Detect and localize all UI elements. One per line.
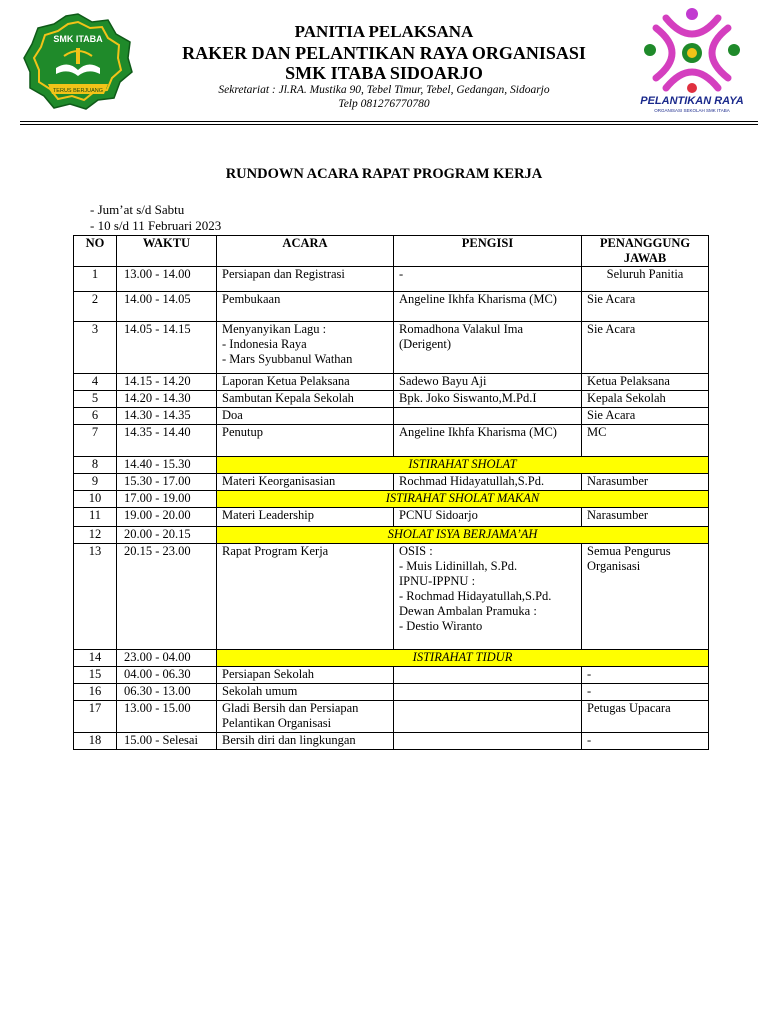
- pengisi-line: - Destio Wiranto: [399, 619, 483, 633]
- cell-no: 16: [74, 684, 117, 701]
- table-row: [74, 684, 709, 701]
- cell-pj: Sie Acara: [582, 408, 709, 425]
- cell-pj: Narasumber: [582, 508, 709, 527]
- cell-no: 13: [74, 544, 117, 650]
- table-row: [74, 374, 709, 391]
- cell-acara: Pembukaan: [217, 292, 394, 322]
- logo-left-banner: TERUS BERJUANG: [52, 88, 104, 94]
- cell-no: 9: [74, 474, 117, 491]
- cell-pengisi: Angeline Ikhfa Kharisma (MC): [394, 292, 582, 322]
- cell-no: 2: [74, 292, 117, 322]
- cell-pengisi: [394, 733, 582, 750]
- cell-pengisi: Romadhona Valakul Ima (Derigent): [394, 322, 582, 374]
- cell-pengisi: [394, 701, 582, 733]
- table-row: [74, 408, 709, 425]
- logo-left-text: SMK ITABA: [53, 34, 103, 44]
- cell-pengisi: [394, 667, 582, 684]
- cell-waktu: 14.20 - 14.30: [117, 391, 217, 408]
- header-phone: Telp 081276770780: [338, 98, 430, 110]
- cell-no: 18: [74, 733, 117, 750]
- header-penanggung-jawab: PENANGGUNG JAWAB: [582, 236, 709, 267]
- cell-waktu: 19.00 - 20.00: [117, 508, 217, 527]
- cell-pengisi: PCNU Sidoarjo: [394, 508, 582, 527]
- header-pengisi: PENGISI: [394, 236, 582, 267]
- table-row: [74, 508, 709, 527]
- header-waktu: WAKTU: [117, 236, 217, 267]
- smk-itaba-logo: [22, 12, 134, 110]
- cell-waktu: 06.30 - 13.00: [117, 684, 217, 701]
- table-row: [74, 733, 709, 750]
- cell-acara: Persiapan Sekolah: [217, 667, 394, 684]
- table-row: [74, 667, 709, 684]
- pengisi-line: Dewan Ambalan Pramuka :: [399, 604, 537, 618]
- pengisi-line: - Rochmad Hidayatullah,S.Pd.: [399, 589, 552, 603]
- cell-waktu: 14.30 - 14.35: [117, 408, 217, 425]
- cell-waktu: 04.00 - 06.30: [117, 667, 217, 684]
- cell-no: 17: [74, 701, 117, 733]
- cell-waktu: 14.05 - 14.15: [117, 322, 217, 374]
- logo-right-subtext: ORGANISASI SEKOLAH SMK ITABA: [654, 108, 730, 113]
- cell-waktu: 14.00 - 14.05: [117, 292, 217, 322]
- pengisi-line: - Muis Lidinillah, S.Pd.: [399, 559, 518, 573]
- table-row: [74, 322, 709, 374]
- cell-no: 15: [74, 667, 117, 684]
- cell-no: 12: [74, 527, 117, 544]
- cell-pj: Seluruh Panitia: [582, 267, 709, 292]
- header-no: NO: [74, 236, 117, 267]
- cell-no: 7: [74, 425, 117, 457]
- cell-waktu: 17.00 - 19.00: [117, 491, 217, 508]
- cell-acara: Persiapan dan Registrasi: [217, 267, 394, 292]
- cell-break-label: ISTIRAHAT SHOLAT MAKAN: [217, 491, 709, 508]
- cell-waktu: 23.00 - 04.00: [117, 650, 217, 667]
- header-event: RAKER DAN PELANTIKAN RAYA ORGANISASI: [182, 43, 586, 63]
- cell-acara: Gladi Bersih dan Persiapan Pelantikan Organisasi: [217, 701, 394, 733]
- cell-no: 5: [74, 391, 117, 408]
- cell-pj: Petugas Upacara: [582, 701, 709, 733]
- header-rule-thick: [20, 121, 758, 122]
- table-row: [74, 292, 709, 322]
- cell-pengisi: [394, 684, 582, 701]
- table-row: [74, 267, 709, 292]
- cell-waktu: 20.00 - 20.15: [117, 527, 217, 544]
- table-header-row: [74, 236, 709, 267]
- table-row-break: [74, 650, 709, 667]
- table-row: [74, 701, 709, 733]
- header-committee: PANITIA PELAKSANA: [294, 22, 474, 41]
- cell-no: 6: [74, 408, 117, 425]
- cell-pengisi: Rochmad Hidayatullah,S.Pd.: [394, 474, 582, 491]
- cell-pj: Kepala Sekolah: [582, 391, 709, 408]
- cell-acara: [217, 322, 394, 374]
- cell-no: 8: [74, 457, 117, 474]
- cell-waktu: 15.00 - Selesai: [117, 733, 217, 750]
- pengisi-line: IPNU-IPPNU :: [399, 574, 476, 588]
- cell-waktu: 13.00 - 15.00: [117, 701, 217, 733]
- table-row: [74, 425, 709, 457]
- cell-acara: Bersih diri dan lingkungan: [217, 733, 394, 750]
- cell-acara: Laporan Ketua Pelaksana: [217, 374, 394, 391]
- cell-pengisi: [394, 544, 582, 650]
- cell-pj: Narasumber: [582, 474, 709, 491]
- table-row: [74, 391, 709, 408]
- cell-no: 3: [74, 322, 117, 374]
- cell-no: 1: [74, 267, 117, 292]
- cell-pengisi: -: [394, 267, 582, 292]
- cell-pj: Semua Pengurus Organisasi: [582, 544, 709, 650]
- table-row-break: [74, 527, 709, 544]
- cell-no: 11: [74, 508, 117, 527]
- cell-pj: -: [582, 667, 709, 684]
- table-row-break: [74, 457, 709, 474]
- cell-acara: Doa: [217, 408, 394, 425]
- table-row: [74, 544, 709, 650]
- cell-break-label: SHOLAT ISYA BERJAMA’AH: [217, 527, 709, 544]
- cell-pengisi: Sadewo Bayu Aji: [394, 374, 582, 391]
- cell-no: 10: [74, 491, 117, 508]
- cell-waktu: 14.40 - 15.30: [117, 457, 217, 474]
- cell-waktu: 15.30 - 17.00: [117, 474, 217, 491]
- cell-break-label: ISTIRAHAT TIDUR: [217, 650, 709, 667]
- cell-acara: Sekolah umum: [217, 684, 394, 701]
- cell-waktu: 20.15 - 23.00: [117, 544, 217, 650]
- cell-pengisi: [394, 408, 582, 425]
- cell-waktu: 13.00 - 14.00: [117, 267, 217, 292]
- pengisi-line: OSIS :: [399, 544, 433, 558]
- cell-pj: Sie Acara: [582, 292, 709, 322]
- table-row: [74, 474, 709, 491]
- document-title: RUNDOWN ACARA RAPAT PROGRAM KERJA: [225, 166, 543, 182]
- logo-right-text: PELANTIKAN RAYA: [640, 95, 744, 107]
- cell-pengisi: Angeline Ikhfa Kharisma (MC): [394, 425, 582, 457]
- table-row-break: [74, 491, 709, 508]
- cell-acara: Materi Leadership: [217, 508, 394, 527]
- cell-pj: Sie Acara: [582, 322, 709, 374]
- header-address: Sekretariat : Jl.RA. Mustika 90, Tebel Timur, Tebel, Gedangan, Sidoarjo: [218, 84, 550, 96]
- cell-waktu: 14.35 - 14.40: [117, 425, 217, 457]
- header-rule-thin: [20, 124, 758, 125]
- acara-line: - Indonesia Raya: [222, 337, 307, 351]
- cell-waktu: 14.15 - 14.20: [117, 374, 217, 391]
- rundown-table: [73, 235, 709, 750]
- cell-acara: Penutup: [217, 425, 394, 457]
- cell-break-label: ISTIRAHAT SHOLAT: [217, 457, 709, 474]
- cell-pj: -: [582, 733, 709, 750]
- cell-acara: Sambutan Kepala Sekolah: [217, 391, 394, 408]
- cell-no: 4: [74, 374, 117, 391]
- cell-no: 14: [74, 650, 117, 667]
- cell-pj: Ketua Pelaksana: [582, 374, 709, 391]
- acara-line: - Mars Syubbanul Wathan: [222, 352, 353, 366]
- acara-line: Menyanyikan Lagu :: [222, 322, 327, 336]
- cell-acara: Materi Keorganisasian: [217, 474, 394, 491]
- cell-pj: MC: [582, 425, 709, 457]
- cell-acara: Rapat Program Kerja: [217, 544, 394, 650]
- cell-pj: -: [582, 684, 709, 701]
- pelantikan-raya-logo: [626, 4, 758, 114]
- cell-pengisi: Bpk. Joko Siswanto,M.Pd.I: [394, 391, 582, 408]
- header-acara: ACARA: [217, 236, 394, 267]
- info-dates: - 10 s/d 11 Februari 2023: [90, 218, 222, 233]
- info-days: - Jum’at s/d Sabtu: [90, 202, 185, 217]
- header-school: SMK ITABA SIDOARJO: [285, 63, 483, 83]
